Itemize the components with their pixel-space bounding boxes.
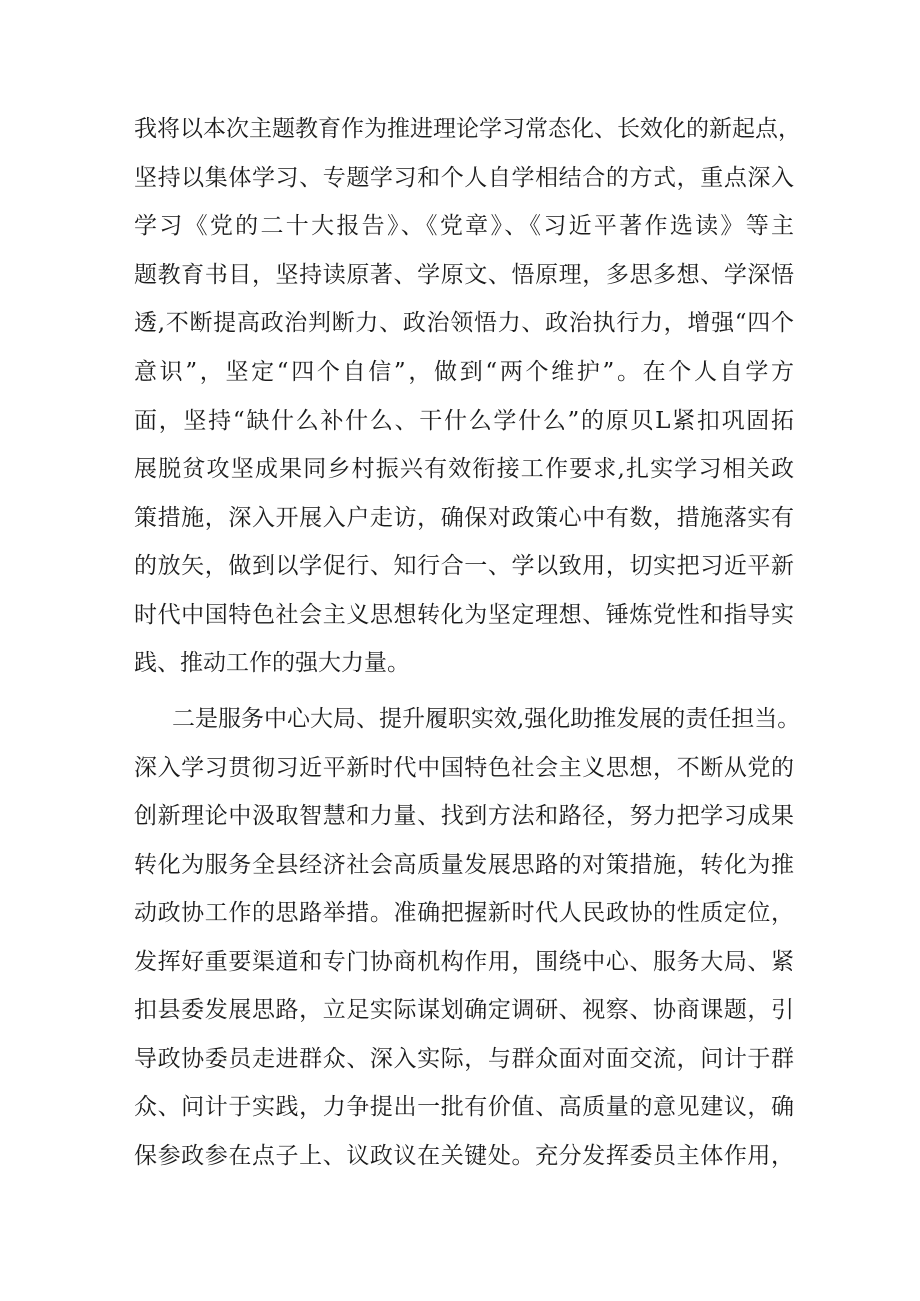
paragraph-line: 时代中国特色社会主义思想转化为坚定理想、锤炼党性和指导实 [134,602,794,628]
paragraph-line: 践、推动工作的强大力量。 [134,650,410,676]
paragraph-line: 动政协工作的思路举措。准确把握新时代人民政协的性质定位， [134,900,794,926]
paragraph-line: 发挥好重要渠道和专门协商机构作用，围绕中心、服务大局、紧 [134,949,794,975]
paragraph-line: 深入学习贯彻习近平新时代中国特色社会主义思想，不断从党的 [134,755,794,781]
paragraph-line: 我将以本次主题教育作为推进理论学习常态化、长效化的新起点， [134,116,801,142]
paragraph-line: 意识”，坚定“四个自信”，做到“两个维护”。在个人自学方 [134,359,794,385]
paragraph-line: 坚持以集体学习、专题学习和个人自学相结合的方式，重点深入 [134,165,794,191]
paragraph-line: 透,不断提高政治判断力、政治领悟力、政治执行力，增强“四个 [134,310,794,336]
paragraph-line: 策措施，深入开展入户走访，确保对政策心中有数，措施落实有 [134,505,794,531]
paragraph-line: 导政协委员走进群众、深入实际，与群众面对面交流，问计于群 [134,1046,794,1072]
paragraph-line: 转化为服务全县经济社会高质量发展思路的对策措施，转化为推 [134,852,794,878]
paragraph-line: 保参政参在点子上、议政议在关键处。充分发挥委员主体作用， [134,1143,794,1169]
paragraph-line: 的放矢，做到以学促行、知行合一、学以致用，切实把习近平新 [134,553,794,579]
paragraph-line: 众、问计于实践，力争提出一批有价值、高质量的意见建议，确 [134,1094,794,1120]
paragraph-line: 学习《党的二十大报告》、《党章》、《习近平著作选读》等主 [134,213,794,239]
paragraph-line: 扣县委发展思路，立足实际谋划确定调研、视察、协商课题，引 [134,997,794,1023]
paragraph-line: 题教育书目，坚持读原著、学原文、悟原理，多思多想、学深悟 [134,262,794,288]
paragraph-line: 展脱贫攻坚成果同乡村振兴有效衔接工作要求,扎实学习相关政 [134,456,794,482]
paragraph-line: 创新理论中汲取智慧和力量、找到方法和路径，努力把学习成果 [134,803,794,829]
paragraph-line: 面，坚持“缺什么补什么、干什么学什么”的原贝L紧扣巩固拓 [134,408,794,434]
paragraph-line: 二是服务中心大局、提升履职实效,强化助推发展的责任担当。 [172,706,801,732]
